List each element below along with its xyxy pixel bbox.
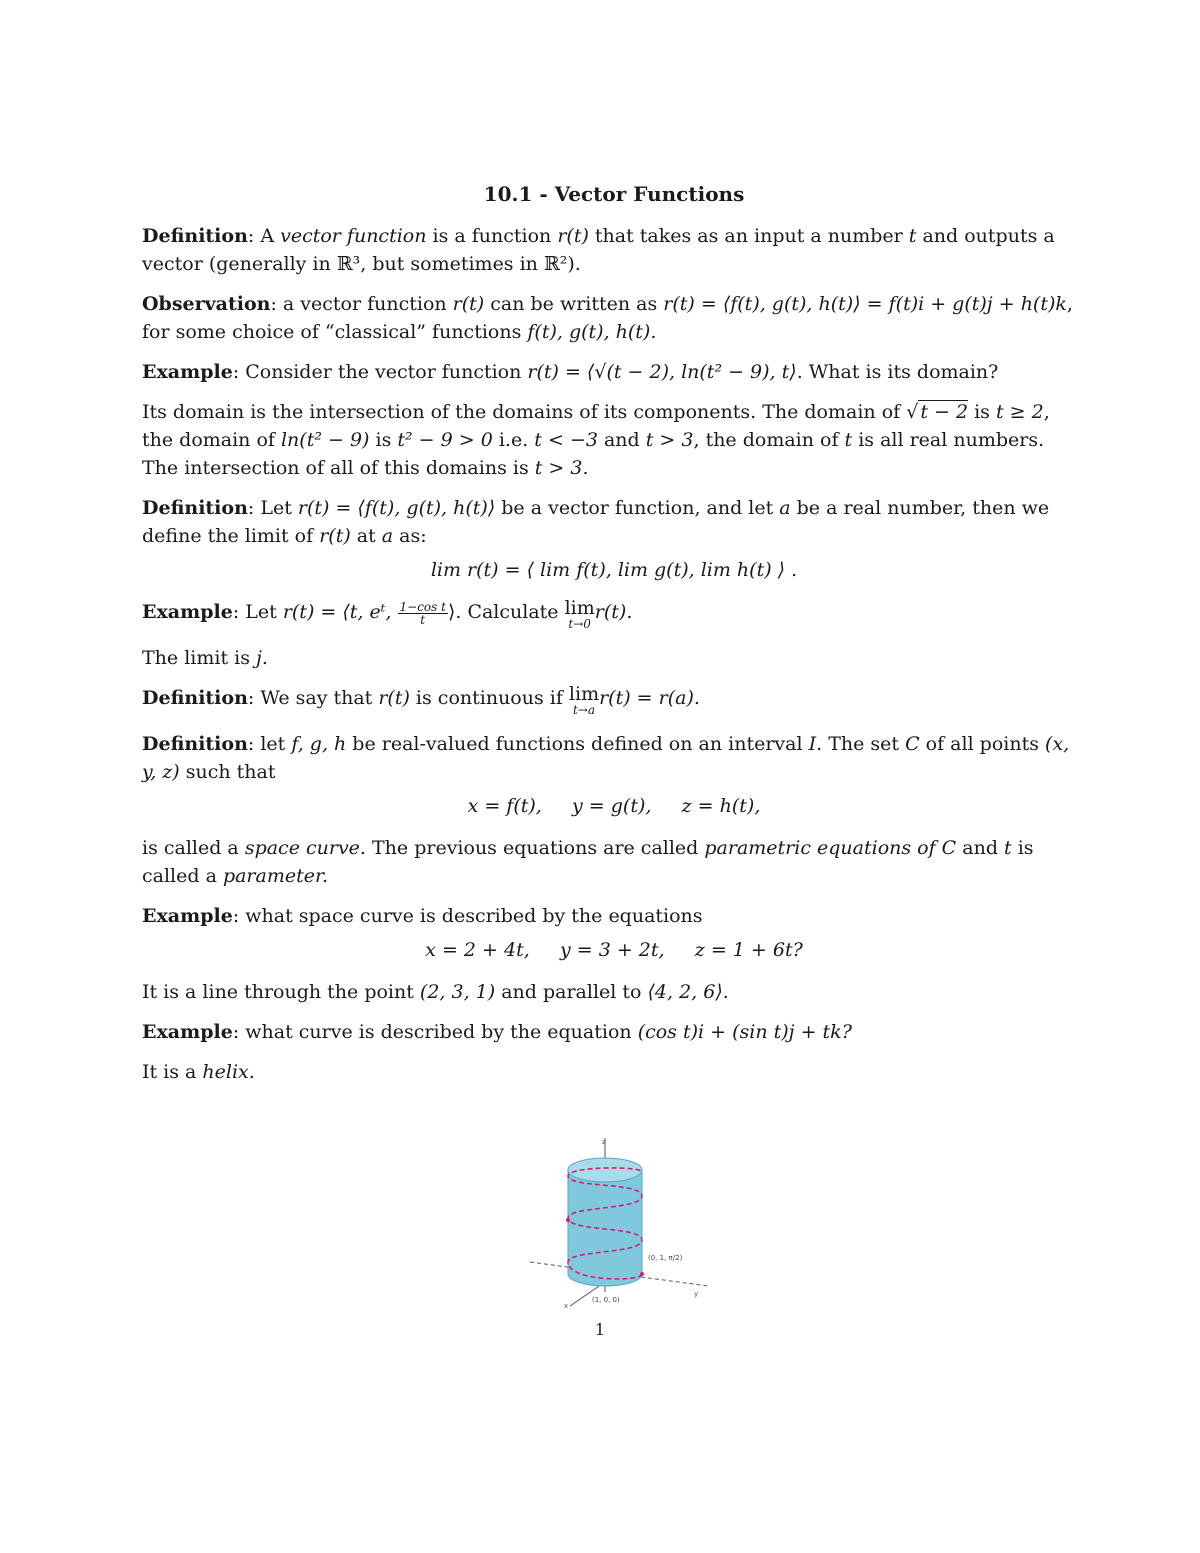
label-definition: Definition (142, 225, 248, 247)
definition-vector-function: Definition: A vector function is a function r(t) that takes as an input a number t and outputs a vector (generally in ℝ³, but sometimes in ℝ²). (142, 225, 1055, 275)
definition-space-curve: Definition: let f, g, h be real-valued functions defined on an interval I. The set C of all points (x, y, z) such that (142, 733, 1070, 783)
helix-figure (530, 1132, 720, 1312)
cylinder-body (568, 1170, 642, 1286)
top-point (566, 1218, 570, 1222)
cylinder-top (568, 1158, 642, 1182)
example-domain: Example: Consider the vector function r(t) = ⟨√(t − 2), ln(t² − 9), t⟩. What is its domain? (142, 361, 999, 383)
domain-answer: Its domain is the intersection of the domains of its components. The domain of √ t − 2 is t ≥ 2, the domain of ln(t² − 9) is t² − 9 > 0 i.e. t < −3 and t > 3, the domain of t is all real numbers. The intersection of all of this domains is t > 3. (142, 401, 1050, 479)
observation: Observation: a vector function r(t) can be written as r(t) = ⟨f(t), g(t), h(t)⟩ = f(t)i + g(t)j + h(t)k, for some choice of “classical” functions f(t), g(t), h(t). (142, 293, 1073, 343)
helix-answer: It is a helix. (142, 1061, 255, 1083)
limit-answer: The limit is j. (142, 647, 268, 669)
space-curve-text: is called a space curve. The previous equations are called parametric equations of C and t is called a parameter. (142, 837, 1034, 887)
y-axis-label: y (694, 1290, 699, 1298)
point-label-bottom: (1, 0, 0) (592, 1296, 620, 1304)
start-point (640, 1272, 644, 1276)
helix-diagram (530, 1132, 720, 1312)
fraction: $\frac{\text{1−cos t}}{t}$ (399, 599, 446, 627)
example-helix: Example: what curve is described by the equation (cos t)i + (sin t)j + tk? (142, 1021, 852, 1043)
math-rt: r(t) (557, 225, 589, 247)
page-number: 1 (594, 1320, 606, 1339)
page-title: 10.1 - Vector Functions (483, 182, 745, 206)
definition-continuous: Definition: We say that r(t) is continuous if lim t→a r(t) = r(a). (142, 683, 700, 717)
parametric-equations: x = f(t), y = g(t), z = h(t), (467, 795, 761, 817)
x-axis-label: x (564, 1302, 569, 1310)
limit-display-equation: lim r(t) = ⟨ lim f(t), lim g(t), lim h(t) ⟩ . (430, 559, 798, 581)
point-label-top: (0, 1, π/2) (648, 1254, 683, 1262)
document-page (142, 180, 1086, 1098)
line-answer: It is a line through the point (2, 3, 1) and parallel to ⟨4, 2, 6⟩. (142, 981, 729, 1003)
z-axis-label: z (602, 1138, 606, 1146)
example-space-curve: Example: what space curve is described by the equations (142, 905, 703, 927)
definition-limit: Definition: Let r(t) = ⟨f(t), g(t), h(t)⟩ be a vector function, and let a be a real number, then we define the limit of r(t) at a as: (142, 497, 1050, 547)
example-limit: Example: Let r(t) = ⟨t, eᵗ, $\frac{\text{1−cos t}}{t}$ ⟩. Calculate lim t→0 r(t). (142, 597, 633, 631)
line-equations: x = 2 + 4t, y = 3 + 2t, z = 1 + 6t? (425, 939, 803, 961)
